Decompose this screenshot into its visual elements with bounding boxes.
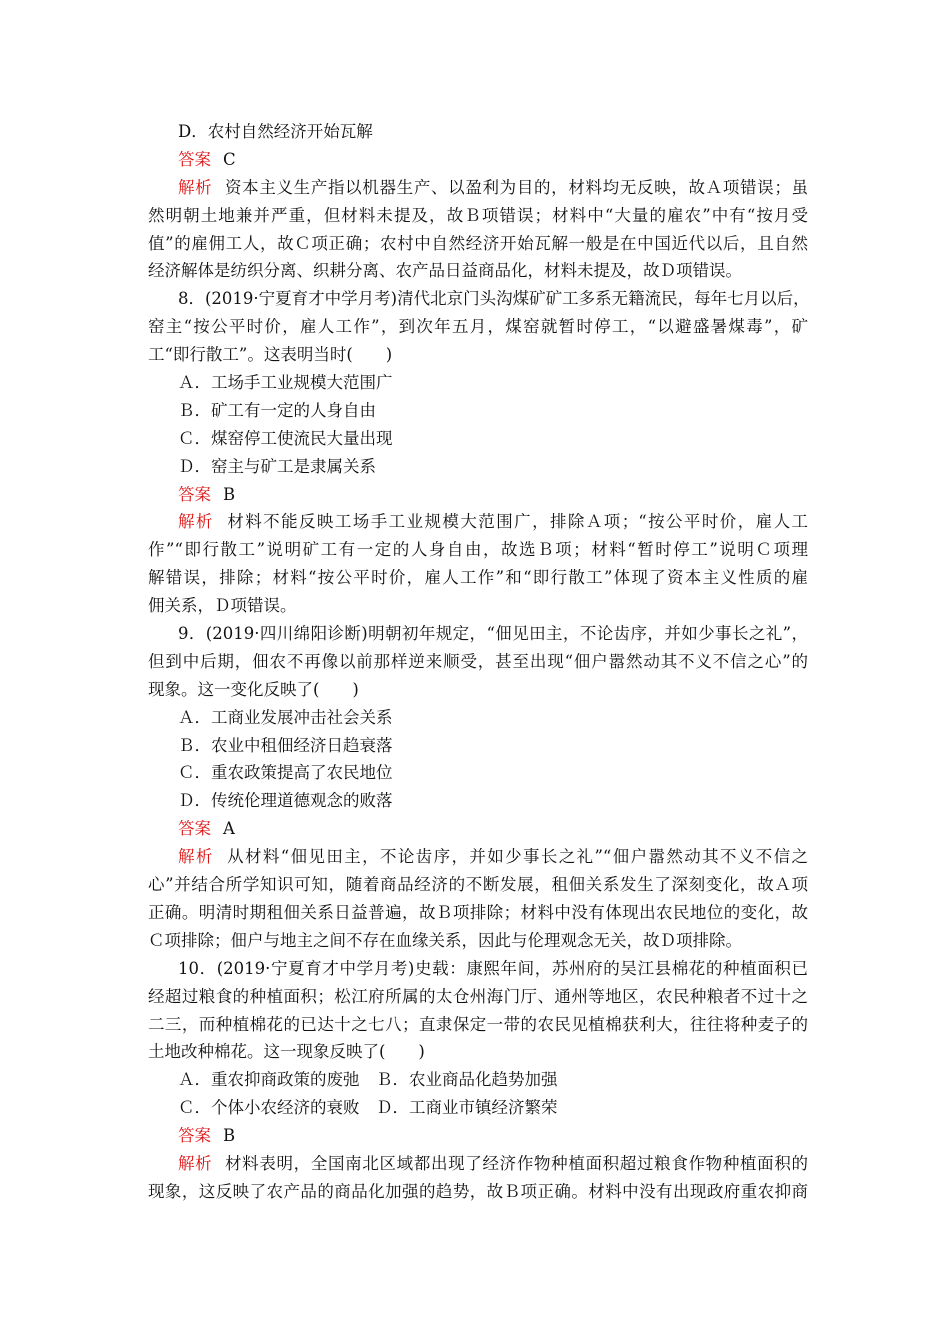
q8-stem-line: 工“即行散工”。这表明当时( ) <box>148 345 393 365</box>
q9-analysis-line: 心”并结合所学知识可知，随着商品经济的不断发展，租佃关系发生了深刻变化，故Ａ项 <box>148 875 808 895</box>
q10-analysis-line: 现象，这反映了农产品的商品化加强的趋势，故Ｂ项正确。材料中没有出现政府重农抑商 <box>148 1181 808 1201</box>
q7-analysis-line: 然明朝土地兼并严重，但材料未提及，故Ｂ项错误；材料中“大量的雇农”中有“按月受 <box>148 205 808 225</box>
q8-analysis-line: 解析 材料不能反映工场手工业规模大范围广，排除Ａ项；“按公平时价，雇人工 <box>178 512 809 532</box>
q8-option-b: Ｂ．矿工有一定的人身自由 <box>178 400 376 420</box>
q10-options-row: Ｃ．个体小农经济的衰败 Ｄ．工商业市镇经济繁荣 <box>178 1098 558 1118</box>
q9-option-c: Ｃ．重农政策提高了农民地位 <box>178 763 393 783</box>
q8-option-d: Ｄ．窑主与矿工是隶属关系 <box>178 456 376 476</box>
answer-label: 答案 <box>178 484 211 504</box>
q10-stem-line: 土地改种棉花。这一现象反映了( ) <box>148 1042 425 1062</box>
answer-value: B <box>223 1126 236 1146</box>
q7-analysis-line: 解析 资本主义生产指以机器生产、以盈利为目的，材料均无反映，故Ａ项错误；虽 <box>178 177 809 197</box>
analysis-label: 解析 <box>178 512 214 532</box>
q8-option-a: Ａ．工场手工业规模大范围广 <box>178 373 393 393</box>
q10-analysis-line: 解析 材料表明，全国南北区域都出现了经济作物种植面积超过粮食作物种植面积的 <box>178 1153 809 1173</box>
q7-answer <box>148 146 808 174</box>
q7-analysis-line: 值”的雇佣工人，故Ｃ项正确；农村中自然经济开始瓦解一般是在中国近代以后，且自然 <box>148 233 808 253</box>
answer-value: C <box>223 149 236 169</box>
q9-stem-line: 现象。这一变化反映了( ) <box>148 679 359 699</box>
answer-label: 答案 <box>178 149 211 169</box>
answer-label: 答案 <box>178 819 211 839</box>
q10-stem-line: 经超过粮食的种植面积；松江府所属的太仓州海门厅、通州等地区，农民种粮者不过十之 <box>148 986 808 1006</box>
answer-value: B <box>223 484 236 504</box>
q10-stem-line: 10．(2019·宁夏育才中学月考)史载：康熙年间，苏州府的吴江县棉花的种植面积已 <box>178 958 808 978</box>
q9-stem-line: 但到中后期，佃农不再像以前那样逆来顺受，甚至出现“佃户嚣然动其不义不信之心”的 <box>148 651 808 671</box>
answer-value: A <box>223 819 235 839</box>
analysis-label: 解析 <box>178 1153 213 1173</box>
q8-analysis-line: 作”“即行散工”说明矿工有一定的人身自由，故选Ｂ项；材料“暂时停工”说明Ｃ项理 <box>148 540 808 560</box>
q10-stem-line: 二三，而种植棉花的已达十之七八；直隶保定一带的农民见植棉获利大，往往将种麦子的 <box>148 1014 808 1034</box>
q9-stem-line: 9．(2019·四川绵阳诊断)明朝初年规定，“佃见田主，不论齿序，并如少事长之礼”， <box>178 624 808 644</box>
q9-answer <box>148 815 808 843</box>
q10-answer <box>148 1122 808 1150</box>
q9-analysis-line: 解析 从材料“佃见田主，不论齿序，并如少事长之礼”“佃户嚣然动其不义不信之 <box>178 847 809 867</box>
q8-stem-line: 8．(2019·宁夏育才中学月考)清代北京门头沟煤矿矿工多系无籍流民，每年七月以后， <box>178 289 810 309</box>
q8-stem-line: 窑主“按公平时价，雇人工作”，到次年五月，煤窑就暂时停工，“以避盛暑煤毒”，矿 <box>148 317 808 337</box>
q9-option-d: Ｄ．传统伦理道德观念的败落 <box>178 791 393 811</box>
answer-label: 答案 <box>178 1126 211 1146</box>
document-body <box>148 118 808 1206</box>
q8-option-c: Ｃ．煤窑停工使流民大量出现 <box>178 428 393 448</box>
q10-options-row: Ａ．重农抑商政策的废弛 Ｂ．农业商品化趋势加强 <box>178 1070 558 1090</box>
q7-analysis-line: 经济解体是纺织分离、织耕分离、农产品日益商品化，材料未提及，故Ｄ项错误。 <box>148 261 742 281</box>
q7-option-d: D．农村自然经济开始瓦解 <box>178 122 373 141</box>
q8-analysis-line: 解错误，排除；材料“按公平时价，雇人工作”和“即行散工”体现了资本主义性质的雇 <box>148 568 808 588</box>
q9-analysis-line: Ｃ项排除；佃户与地主之间不存在血缘关系，因此与伦理观念无关，故Ｄ项排除。 <box>148 930 742 950</box>
q8-analysis-line: 佣关系，Ｄ项错误。 <box>148 596 297 616</box>
q9-option-a: Ａ．工商业发展冲击社会关系 <box>178 707 393 727</box>
analysis-label: 解析 <box>178 177 213 197</box>
q9-analysis-line: 正确。明清时期租佃关系日益普遍，故Ｂ项排除；材料中没有体现出农民地位的变化，故 <box>148 902 808 922</box>
q9-option-b: Ｂ．农业中租佃经济日趋衰落 <box>178 735 393 755</box>
analysis-label: 解析 <box>178 847 214 867</box>
q8-answer <box>148 481 808 509</box>
